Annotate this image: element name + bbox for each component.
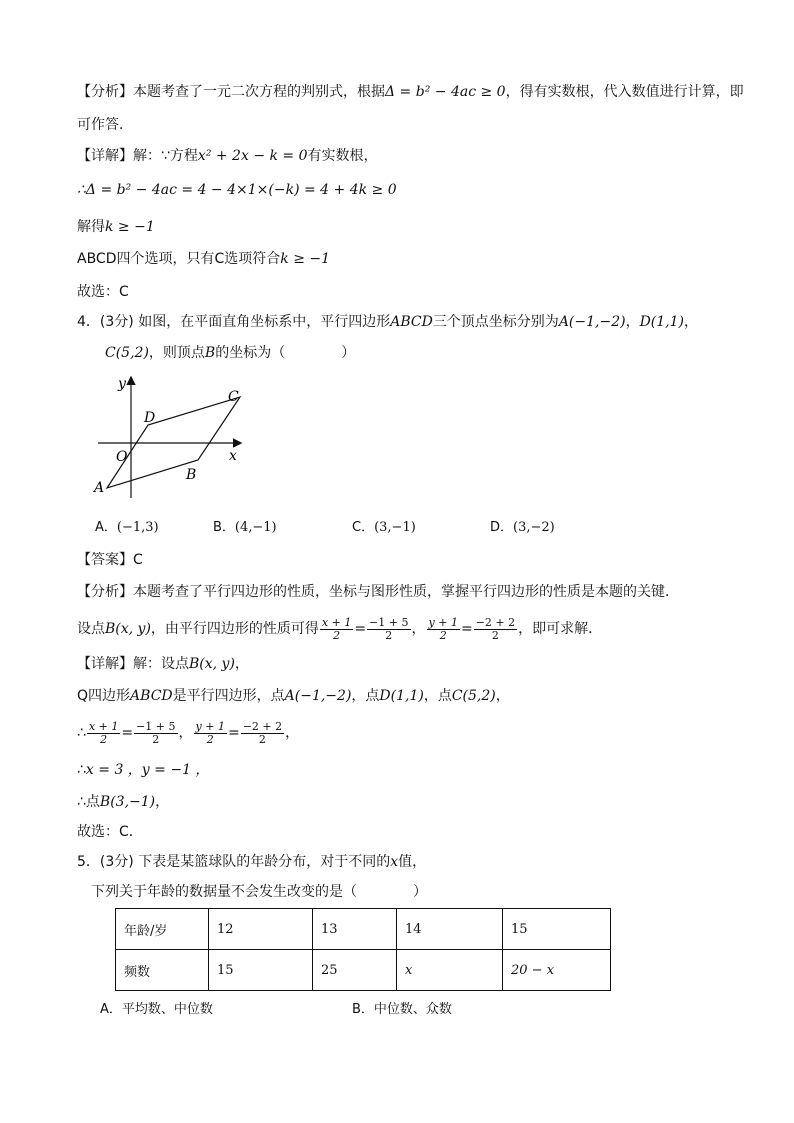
detail-math: B(x, y) <box>189 656 235 672</box>
option-letter: A． <box>95 520 117 535</box>
option-value: (−1,3) <box>116 520 159 535</box>
label-d: D <box>144 410 156 426</box>
stem-text: 值， <box>398 854 427 870</box>
label-x: x <box>229 448 237 464</box>
since-text: ， <box>495 688 510 704</box>
denominator: 2 <box>333 628 341 642</box>
denominator: 2 <box>385 628 393 642</box>
analysis-text: 本题考查了平行四边形的性质，坐标与图形性质，掌握平行四边形的性质是本题的关键． <box>133 584 679 600</box>
q5-stem-line-1 <box>77 852 426 872</box>
freq-cell: x <box>397 950 503 991</box>
stem-math: C(5,2) <box>105 345 149 361</box>
option-value: (3,−2) <box>513 520 555 535</box>
label-a: A <box>94 480 105 496</box>
label-y: y <box>118 376 126 392</box>
therefore-sign: ∴ <box>77 762 86 778</box>
stem-math: A(−1,−2) <box>558 314 626 330</box>
equals: = <box>460 621 473 637</box>
stem-text: ，则顶点 <box>148 345 205 361</box>
equals: = <box>121 725 134 741</box>
option-value: 中位数、众数 <box>373 1002 452 1017</box>
age-cell: 13 <box>313 909 397 950</box>
freq-cell: 15 <box>209 950 313 991</box>
detail-label: 【详解】 <box>77 148 133 164</box>
option-value: (3,−1) <box>374 520 416 535</box>
q4-answer: 【答案】C <box>77 552 143 568</box>
option-letter: B． <box>213 520 235 535</box>
q5-stem-line-2: 下列关于年龄的数据量不会发生改变的是（ ） <box>91 884 427 900</box>
table-row <box>116 950 611 991</box>
option-letter: B． <box>352 1002 374 1017</box>
option-b[interactable] <box>352 1000 452 1020</box>
age-cell: 12 <box>209 909 313 950</box>
since-text: Q四边形 <box>77 688 131 704</box>
parallelogram-figure <box>90 372 250 502</box>
stem-text: 如图，在平面直角坐标系中，平行四边形 <box>138 314 391 330</box>
option-a[interactable] <box>100 1000 213 1020</box>
solve-result: k ≥ −1 <box>105 219 155 235</box>
q3-choose: 故选：C <box>77 284 129 300</box>
option-value: 平均数、中位数 <box>121 1002 213 1017</box>
since-math: A(−1,−2) <box>284 688 352 704</box>
denominator: 2 <box>439 628 447 642</box>
q4-analysis <box>77 582 679 602</box>
option-letter: D． <box>490 520 514 535</box>
q4-equation-line <box>77 718 299 748</box>
detail-text: ， <box>234 656 249 672</box>
analysis-text: ，得有实数根，代入数值进行计算，即 <box>505 84 744 100</box>
numerator: y + 1 <box>195 719 225 733</box>
setup-math: B(x, y) <box>105 621 151 637</box>
q3-solve-line <box>77 217 155 237</box>
since-text: ，点 <box>423 688 452 704</box>
q3-step1: ∴Δ = b² − 4ac = 4 − 4×1×(−k) = 4 + 4k ≥ 0 <box>77 182 397 198</box>
fraction <box>134 721 177 746</box>
q3-analysis-line <box>77 82 744 102</box>
q3-options-note <box>77 249 330 269</box>
option-b[interactable] <box>213 518 277 538</box>
analysis-text: 本题考查了一元二次方程的判别式，根据 <box>133 84 385 100</box>
equation: x² + 2x − k = 0 <box>197 148 308 164</box>
comma: ， <box>178 725 193 741</box>
equals: = <box>354 621 367 637</box>
denominator: 2 <box>152 732 160 746</box>
final-text: ， <box>155 794 170 810</box>
options-note-text: ABCD四个选项，只有C选项符合 <box>77 251 281 267</box>
therefore-sign: ∴ <box>77 725 86 741</box>
numerator: −2 + 2 <box>242 719 283 733</box>
q4-final-line <box>77 792 169 812</box>
since-text: 是平行四边形，点 <box>172 688 285 704</box>
stem-math: ABCD <box>390 314 433 330</box>
since-math: ABCD <box>130 688 173 704</box>
comma: ， <box>411 621 426 637</box>
label-b: B <box>186 467 197 483</box>
age-cell: 15 <box>503 909 611 950</box>
q4-since-line <box>77 686 510 706</box>
discriminant-formula: Δ = b² − 4ac ≥ 0 <box>385 84 506 100</box>
stem-text: 的坐标为（ ） <box>215 345 356 361</box>
fraction <box>367 617 410 642</box>
stem-math: B <box>204 345 216 361</box>
setup-text: ，由平行四边形的性质可得 <box>150 621 319 637</box>
final-math: B(3,−1) <box>99 794 156 810</box>
fraction <box>87 721 120 746</box>
q4-result-line <box>77 760 209 780</box>
setup-text: ，即可求解． <box>518 621 603 637</box>
therefore-sign: ∴ <box>77 794 86 810</box>
denominator: 2 <box>206 732 214 746</box>
denominator: 2 <box>258 732 266 746</box>
freq-cell: 25 <box>313 950 397 991</box>
q4-choose: 故选：C． <box>77 824 143 840</box>
option-value: (4,−1) <box>234 520 277 535</box>
numerator: x + 1 <box>321 615 352 629</box>
option-d[interactable] <box>490 518 555 538</box>
denominator: 2 <box>491 628 499 642</box>
freq-cell: 20 − x <box>503 950 611 991</box>
q4-stem-line-2 <box>105 343 355 363</box>
analysis-label: 【分析】 <box>77 584 133 600</box>
numerator: −1 + 5 <box>369 615 409 629</box>
label-c: C <box>228 389 239 405</box>
label-o: O <box>116 449 128 465</box>
detail-text: 解：∵方程 <box>133 148 198 164</box>
stem-text: 三个顶点坐标分别为 <box>432 314 559 330</box>
table-row <box>116 909 611 950</box>
detail-label: 【详解】 <box>77 656 133 672</box>
numerator: −1 + 5 <box>136 719 176 733</box>
fraction <box>320 617 353 642</box>
stem-math: x <box>390 854 399 870</box>
numerator: x + 1 <box>88 719 119 733</box>
option-letter: C． <box>352 520 375 535</box>
q3-detail-line <box>77 146 378 166</box>
options-note-math: k ≥ −1 <box>280 251 331 267</box>
numerator: −2 + 2 <box>475 615 516 629</box>
age-cell: 14 <box>397 909 503 950</box>
stem-text: ， <box>684 314 698 330</box>
option-a[interactable] <box>95 518 159 538</box>
q4-detail-line <box>77 654 249 674</box>
result-math: x = 3 ，y = −1 ， <box>85 762 210 778</box>
detail-text: 解：设点 <box>133 656 189 672</box>
age-distribution-table <box>115 908 611 991</box>
fraction <box>474 617 517 642</box>
fraction <box>194 721 227 746</box>
numerator: y + 1 <box>428 615 458 629</box>
header-cell: 年龄/岁 <box>116 909 209 950</box>
fraction <box>241 721 284 746</box>
option-letter: A． <box>100 1002 122 1017</box>
fraction <box>427 617 460 642</box>
comma: ， <box>285 725 300 741</box>
stem-math: D(1,1) <box>639 314 684 330</box>
question-number: 4．(3分) <box>77 314 139 330</box>
setup-text: 设点 <box>77 621 105 637</box>
q4-setup-line <box>77 614 602 644</box>
detail-text: 有实数根， <box>307 148 378 164</box>
option-c[interactable] <box>352 518 416 538</box>
solve-label: 解得 <box>77 219 105 235</box>
since-text: ，点 <box>351 688 380 704</box>
analysis-label: 【分析】 <box>77 84 133 100</box>
stem-text: 下表是某篮球队的年龄分布，对于不同的 <box>138 854 391 870</box>
q4-stem-line-1 <box>77 312 698 332</box>
question-number: 5．(3分) <box>77 854 139 870</box>
q3-analysis-line-2: 可作答． <box>77 117 133 133</box>
equals: = <box>227 725 240 741</box>
freq-label-cell: 频数 <box>116 950 209 991</box>
final-text: 点 <box>85 794 100 810</box>
since-math: D(1,1) <box>379 688 424 704</box>
since-math: C(5,2) <box>451 688 496 704</box>
denominator: 2 <box>100 732 108 746</box>
stem-text: ， <box>625 314 640 330</box>
